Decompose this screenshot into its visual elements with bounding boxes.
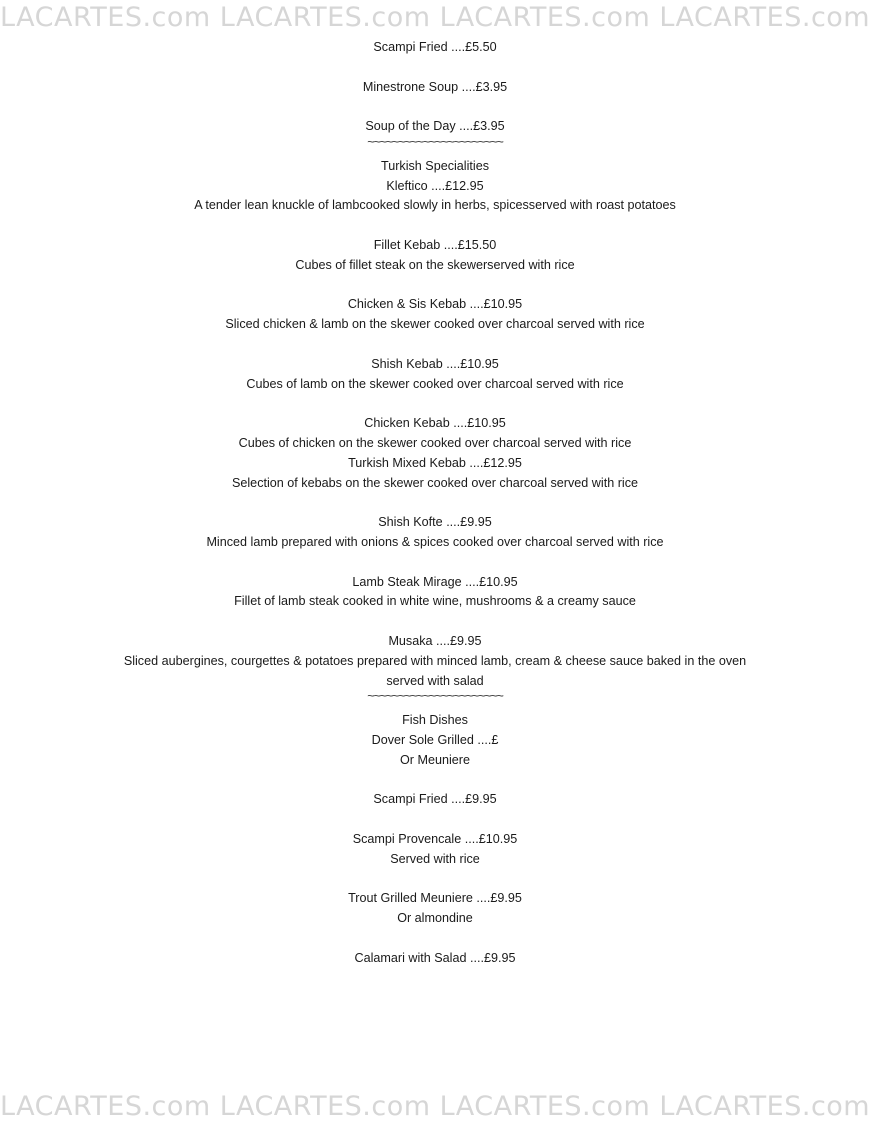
spacer — [0, 770, 870, 790]
section-divider: ~~~~~~~~~~~~~~~~~~~~~~ — [367, 134, 503, 149]
menu-item-trout: Trout Grilled Meuniere ....£9.95 — [348, 891, 522, 906]
menu-item-description: served with salad — [386, 673, 484, 688]
menu-item-kleftico: Kleftico ....£12.95 — [386, 178, 484, 193]
spacer — [0, 553, 870, 573]
menu-item-shish-kofte: Shish Kofte ....£9.95 — [378, 515, 492, 530]
menu-item-turkish-mixed-kebab: Turkish Mixed Kebab ....£12.95 — [348, 455, 522, 470]
menu-item-chicken-sis-kebab: Chicken & Sis Kebab ....£10.95 — [347, 297, 523, 312]
menu-item-description: Or Meuniere — [400, 752, 470, 767]
menu-item-description: Sliced aubergines, courgettes & potatoes prepared with minced lamb, cream & cheese sauce baked in the oven — [123, 653, 747, 668]
menu-item-description: Cubes of fillet steak on the skewerserved with rice — [295, 257, 575, 272]
menu-item-calamari: Calamari with Salad ....£9.95 — [354, 950, 516, 965]
spacer — [0, 929, 870, 949]
menu-item-description: Selection of kebabs on the skewer cooked over charcoal served with rice — [231, 475, 638, 490]
spacer — [0, 58, 870, 78]
menu-item-scampi-provencale: Scampi Provencale ....£10.95 — [352, 831, 518, 846]
section-divider: ~~~~~~~~~~~~~~~~~~~~~~ — [367, 689, 503, 704]
spacer — [0, 493, 870, 513]
menu-item-soup-of-the-day: Soup of the Day ....£3.95 — [365, 119, 505, 134]
menu-item-fillet-kebab: Fillet Kebab ....£15.50 — [373, 237, 497, 252]
spacer — [0, 394, 870, 414]
spacer — [0, 612, 870, 632]
menu-item-description: A tender lean knuckle of lambcooked slowly in herbs, spicesserved with roast potatoes — [194, 198, 676, 213]
menu-item-shish-kebab: Shish Kebab ....£10.95 — [371, 356, 499, 371]
menu-item-lamb-steak-mirage: Lamb Steak Mirage ....£10.95 — [352, 574, 518, 589]
spacer — [0, 276, 870, 296]
menu-item-musaka: Musaka ....£9.95 — [388, 633, 482, 648]
menu-item-scampi-fried: Scampi Fried ....£5.50 — [373, 40, 497, 54]
spacer — [0, 216, 870, 236]
menu-item-description: Sliced chicken & lamb on the skewer cooked over charcoal served with rice — [225, 317, 645, 332]
menu-item-chicken-kebab: Chicken Kebab ....£10.95 — [364, 416, 506, 431]
menu-item-description: Minced lamb prepared with onions & spices cooked over charcoal served with rice — [206, 534, 664, 549]
menu-item-description: Cubes of chicken on the skewer cooked over charcoal served with rice — [238, 435, 632, 450]
menu-item-scampi-fried-fish: Scampi Fried ....£9.95 — [373, 792, 497, 807]
menu-page — [0, 38, 870, 968]
spacer — [0, 335, 870, 355]
watermark-bottom: LACARTES.com LACARTES.com LACARTES.com LACARTES.com — [0, 1092, 870, 1122]
menu-item-dover-sole: Dover Sole Grilled ....£ — [371, 732, 499, 747]
spacer — [0, 97, 870, 117]
section-heading-fish: Fish Dishes — [402, 713, 468, 728]
menu-item-description: Or almondine — [397, 911, 473, 926]
spacer — [0, 869, 870, 889]
watermark-top: LACARTES.com LACARTES.com LACARTES.com LACARTES.com — [0, 3, 870, 33]
section-heading-turkish: Turkish Specialities — [380, 158, 490, 173]
menu-item-minestrone-soup: Minestrone Soup ....£3.95 — [362, 79, 508, 94]
menu-item-description: Served with rice — [390, 851, 480, 866]
spacer — [0, 810, 870, 830]
menu-item-description: Cubes of lamb on the skewer cooked over charcoal served with rice — [246, 376, 624, 391]
menu-item-description: Fillet of lamb steak cooked in white wine, mushrooms & a creamy sauce — [234, 594, 636, 609]
